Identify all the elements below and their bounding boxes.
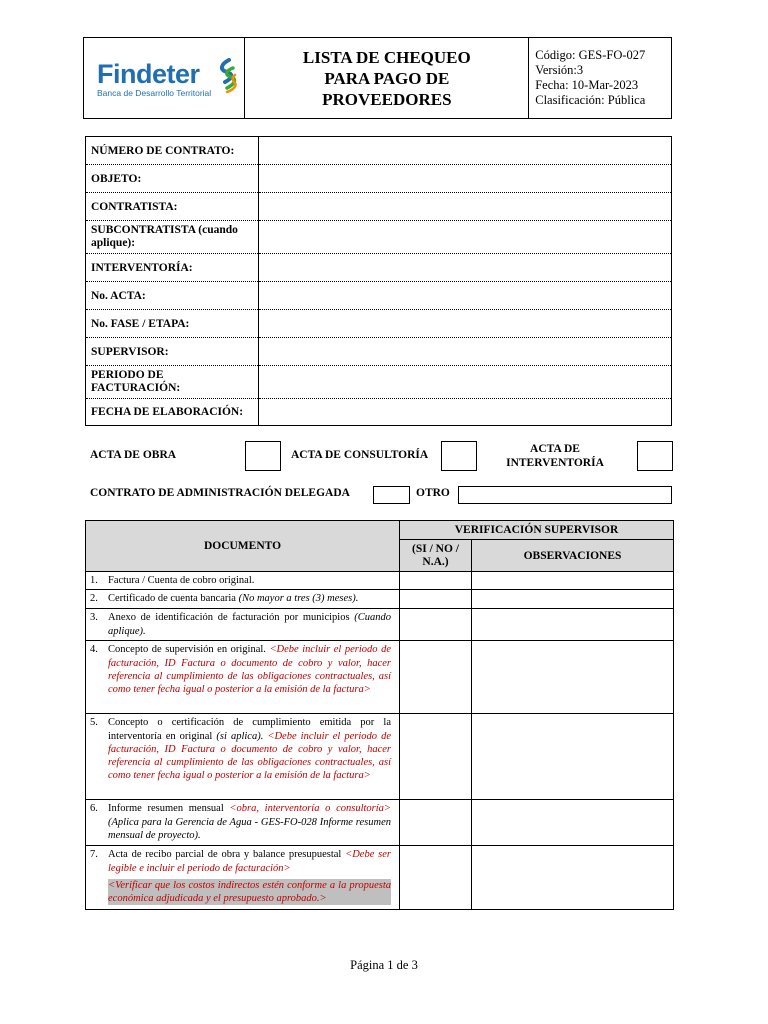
doc-date: Fecha: 10-Mar-2023	[535, 78, 639, 92]
observaciones-cell[interactable]	[472, 641, 674, 714]
info-row	[86, 221, 672, 254]
info-row	[86, 137, 672, 165]
contract-info-table	[85, 136, 672, 426]
logo-tagline: Banca de Desarrollo Territorial	[97, 87, 212, 98]
title-line-1: LISTA DE CHEQUEO	[302, 47, 471, 67]
acta-interventoria-checkbox[interactable]	[637, 441, 673, 471]
title-cell	[245, 38, 529, 119]
info-row	[86, 165, 672, 193]
info-value-field[interactable]	[259, 366, 672, 399]
checklist-item: 5. Concepto o certificación de cumplimiento emitida por la interventoría en original (si aplica). <Debe incluir el periodo de facturación, ID Factura o documento de cobro y valor, hacer referencia al cumplimiento de las obligaciones contractuales, así como tener fecha igual o posterior a la emisión de la factura>	[86, 714, 400, 800]
col-si-no-header: (SI / NO / N.A.)	[400, 540, 472, 572]
observaciones-cell[interactable]	[472, 846, 674, 910]
otro-input[interactable]	[458, 486, 672, 504]
logo-name: Findeter	[97, 58, 200, 89]
admin-delegada-checkbox[interactable]	[373, 486, 410, 504]
col-observaciones-header: OBSERVACIONES	[472, 540, 674, 572]
checklist-row	[86, 800, 674, 846]
info-label: PERIODO DE FACTURACIÓN:	[86, 366, 259, 399]
observaciones-cell[interactable]	[472, 572, 674, 590]
info-row	[86, 366, 672, 399]
info-value-field[interactable]	[259, 165, 672, 193]
info-value-field[interactable]	[259, 137, 672, 165]
acta-consultoria-label: ACTA DE CONSULTORÍA	[291, 449, 429, 461]
info-value-field[interactable]	[259, 282, 672, 310]
si-no-cell[interactable]	[400, 590, 472, 609]
checklist-row	[86, 714, 674, 800]
doc-version: Versión:3	[535, 63, 584, 77]
checklist-item: 7. Acta de recibo parcial de obra y balance presupuestal <Debe ser legible e incluir el periodo de facturación> <Verificar que los costos indirectos estén conforme a la propuesta económica adjudicada y el presupuesto aprobado.>	[86, 846, 400, 910]
si-no-cell[interactable]	[400, 572, 472, 590]
si-no-cell[interactable]	[400, 846, 472, 910]
info-row	[86, 193, 672, 221]
checklist-row	[86, 846, 674, 910]
checklist-row	[86, 641, 674, 714]
observaciones-cell[interactable]	[472, 800, 674, 846]
info-value-field[interactable]	[259, 254, 672, 282]
info-value-field[interactable]	[259, 399, 672, 426]
info-value-field[interactable]	[259, 221, 672, 254]
info-label: FECHA DE ELABORACIÓN:	[86, 399, 259, 426]
checklist-item: 6. Informe resumen mensual <obra, interventoría o consultoría> (Aplica para la Gerencia de Agua - GES-FO-028 Informe resumen mensual de proyecto).	[86, 800, 400, 846]
si-no-cell[interactable]	[400, 609, 472, 641]
checklist-item: 4. Concepto de supervisión en original. <Debe incluir el periodo de facturación, ID Factura o documento de cobro y valor, hacer referencia al cumplimiento de las obligaciones contractuales, así como tener fecha igual o posterior a la emisión de la factura>	[86, 641, 400, 714]
admin-delegada-label: CONTRATO DE ADMINISTRACIÓN DELEGADA	[90, 487, 350, 499]
si-no-cell[interactable]	[400, 641, 472, 714]
info-label: NÚMERO DE CONTRATO:	[86, 137, 259, 165]
acta-consultoria-checkbox[interactable]	[441, 441, 477, 471]
doc-classification: Clasificación: Pública	[535, 93, 646, 107]
info-row	[86, 338, 672, 366]
info-value-field[interactable]	[259, 193, 672, 221]
meta-cell	[529, 38, 672, 119]
info-label: OBJETO:	[86, 165, 259, 193]
checklist-item: 3. Anexo de identificación de facturación por municipios (Cuando aplique).	[86, 609, 400, 641]
info-label: SUBCONTRATISTA (cuando aplique):	[86, 221, 259, 254]
page-number: Página 1 de 3	[350, 958, 418, 972]
info-row	[86, 254, 672, 282]
observaciones-cell[interactable]	[472, 609, 674, 641]
doc-code: Código: GES-FO-027	[535, 48, 646, 62]
checklist-item: 2. Certificado de cuenta bancaria (No mayor a tres (3) meses).	[86, 590, 400, 609]
observaciones-cell[interactable]	[472, 590, 674, 609]
info-row	[86, 282, 672, 310]
col-verificacion-header: VERIFICACIÓN SUPERVISOR	[400, 521, 674, 540]
title-line-2: PARA PAGO DE	[324, 68, 450, 88]
document-header	[83, 37, 672, 119]
info-label: No. FASE / ETAPA:	[86, 310, 259, 338]
info-label: CONTRATISTA:	[86, 193, 259, 221]
title-line-3: PROVEEDORES	[322, 89, 452, 109]
info-value-field[interactable]	[259, 310, 672, 338]
checklist-row	[86, 572, 674, 590]
info-label: SUPERVISOR:	[86, 338, 259, 366]
info-label: INTERVENTORÍA:	[86, 254, 259, 282]
checklist-table	[85, 520, 674, 910]
logo-cell	[84, 38, 245, 119]
info-label: No. ACTA:	[86, 282, 259, 310]
checklist-row	[86, 590, 674, 609]
observaciones-cell[interactable]	[472, 714, 674, 800]
info-row	[86, 399, 672, 426]
checklist-item: 1. Factura / Cuenta de cobro original.	[86, 572, 400, 590]
checklist-row	[86, 609, 674, 641]
si-no-cell[interactable]	[400, 800, 472, 846]
si-no-cell[interactable]	[400, 714, 472, 800]
highlighted-note: <Verificar que los costos indirectos estén conforme a la propuesta económica adjudicada y el presupuesto aprobado.>	[108, 879, 391, 905]
acta-obra-checkbox[interactable]	[245, 441, 281, 471]
info-row	[86, 310, 672, 338]
acta-interventoria-label: ACTA DE INTERVENTORÍA	[506, 443, 604, 469]
acta-obra-label: ACTA DE OBRA	[90, 449, 177, 461]
info-value-field[interactable]	[259, 338, 672, 366]
otro-label: OTRO	[416, 487, 450, 499]
col-documento-header: DOCUMENTO	[86, 521, 400, 572]
findeter-logo-icon	[213, 58, 239, 94]
